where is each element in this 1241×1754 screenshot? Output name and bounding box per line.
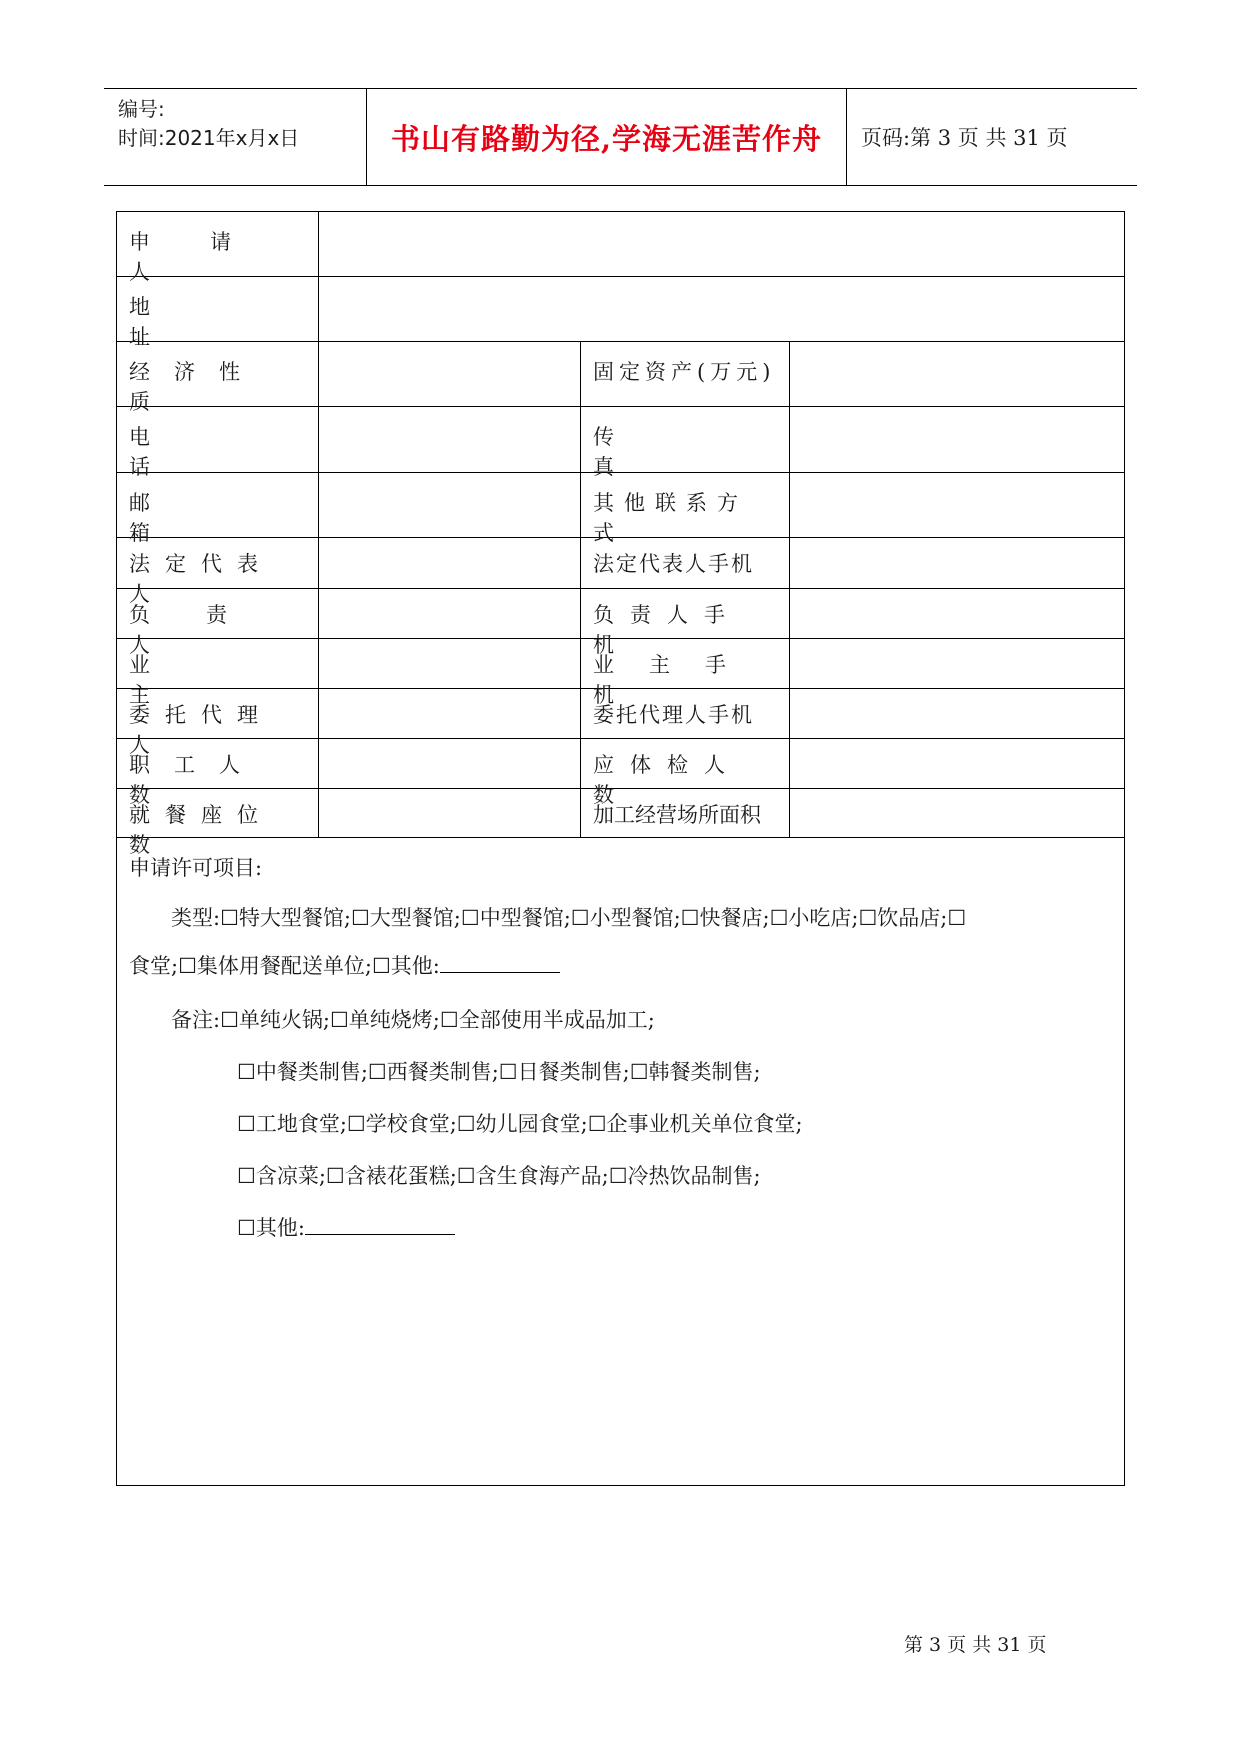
label-left	[117, 739, 318, 807]
label-text: 法定代表人	[129, 552, 273, 606]
field-right[interactable]	[790, 407, 1124, 472]
label-text: 其他联系方式	[593, 491, 748, 545]
label-left	[117, 538, 318, 606]
note-options-line5-text: ☐其他:	[237, 1216, 305, 1240]
field-right[interactable]	[790, 689, 1124, 738]
label-left	[117, 689, 318, 757]
field-left[interactable]	[319, 789, 580, 837]
row-staff	[117, 739, 1124, 807]
field-applicant[interactable]	[319, 212, 1124, 276]
label-left	[117, 589, 318, 657]
label-text: 加工经营场所面积	[593, 803, 761, 827]
label-right	[581, 342, 789, 406]
row-applicant	[117, 212, 1124, 284]
label-text: 业主手机	[593, 653, 761, 707]
doc-number-label: 编号:	[118, 97, 165, 121]
header-motto-cell	[367, 89, 847, 185]
label-address-text: 地址	[129, 295, 290, 349]
row-address	[117, 277, 1124, 349]
label-right	[581, 473, 789, 545]
note-options-line2[interactable]: ☐中餐类制售;☐西餐类制售;☐日餐类制售;☐韩餐类制售;	[237, 1060, 761, 1084]
field-left[interactable]	[319, 407, 580, 472]
header-page-info: 页码:第 3 页 共 31 页	[861, 126, 1068, 150]
label-right	[581, 739, 789, 807]
label-text: 法定代表人手机	[593, 552, 754, 576]
label-right	[581, 639, 789, 707]
field-right[interactable]	[790, 538, 1124, 588]
row-legal-rep	[117, 538, 1124, 606]
label-text: 负责人手机	[593, 603, 741, 657]
header-page-cell	[847, 89, 1137, 185]
label-text: 邮箱	[129, 491, 290, 545]
label-text: 就餐座位数	[129, 803, 273, 857]
field-right[interactable]	[790, 342, 1124, 406]
note-options-line3[interactable]: ☐工地食堂;☐学校食堂;☐幼儿园食堂;☐企事业机关单位食堂;	[237, 1112, 803, 1136]
type-options-line2[interactable]	[129, 950, 560, 980]
row-email	[117, 473, 1124, 545]
row-owner	[117, 639, 1124, 707]
field-left[interactable]	[319, 689, 580, 738]
label-right	[581, 789, 789, 837]
label-right	[581, 407, 789, 479]
label-text: 固定资产(万元)	[593, 360, 776, 384]
note-options-line4[interactable]: ☐含凉菜;☐含裱花蛋糕;☐含生食海产品;☐冷热饮品制售;	[237, 1164, 761, 1188]
other-type-blank[interactable]	[440, 954, 560, 973]
header-meta-cell	[104, 89, 367, 185]
label-address	[117, 277, 318, 349]
label-text: 委托代理人	[129, 703, 273, 757]
row-phone	[117, 407, 1124, 479]
field-left[interactable]	[319, 639, 580, 688]
label-right	[581, 589, 789, 657]
label-left	[117, 407, 318, 479]
label-left	[117, 789, 318, 857]
label-left	[117, 639, 318, 707]
label-applicant	[117, 212, 318, 284]
type-options-line2-text: 食堂;☐集体用餐配送单位;☐其他:	[129, 954, 440, 978]
field-address[interactable]	[319, 277, 1124, 341]
doc-time-label: 时间:2021年x月x日	[118, 126, 300, 150]
label-text: 业主	[129, 653, 290, 707]
note-options-line5[interactable]	[237, 1212, 455, 1242]
label-text: 传真	[593, 425, 760, 479]
label-text: 应体检人数	[593, 753, 741, 807]
motto-text: 书山有路勤为径,学海无涯苦作舟	[390, 121, 823, 156]
note-options-line1[interactable]: 备注:☐单纯火锅;☐单纯烧烤;☐全部使用半成品加工;	[171, 1008, 655, 1032]
label-text: 委托代理人手机	[593, 703, 754, 727]
label-text: 电话	[129, 425, 290, 479]
field-right[interactable]	[790, 473, 1124, 537]
field-right[interactable]	[790, 589, 1124, 638]
field-right[interactable]	[790, 739, 1124, 788]
label-applicant-text: 申请人	[129, 230, 291, 284]
field-left[interactable]	[319, 473, 580, 537]
permit-title: 申请许可项目:	[129, 856, 263, 880]
label-left	[117, 473, 318, 545]
field-right[interactable]	[790, 639, 1124, 688]
field-right[interactable]	[790, 789, 1124, 837]
row-seats	[117, 789, 1124, 857]
label-right	[581, 689, 789, 738]
page-footer: 第 3 页 共 31 页	[904, 1634, 1047, 1656]
row-agent	[117, 689, 1124, 757]
application-form	[116, 211, 1125, 1486]
label-text: 经济性质	[129, 360, 264, 414]
label-text: 职工人数	[129, 753, 264, 807]
other-note-blank[interactable]	[305, 1216, 455, 1235]
row-responsible	[117, 589, 1124, 657]
field-left[interactable]	[319, 538, 580, 588]
type-options-line1[interactable]: 类型:☐特大型餐馆;☐大型餐馆;☐中型餐馆;☐小型餐馆;☐快餐店;☐小吃店;☐饮品店;☐	[171, 906, 967, 930]
label-left	[117, 342, 318, 414]
field-left[interactable]	[319, 342, 580, 406]
field-left[interactable]	[319, 739, 580, 788]
label-text: 负责人	[129, 603, 283, 657]
row-economic	[117, 342, 1124, 414]
field-left[interactable]	[319, 589, 580, 638]
label-right	[581, 538, 789, 588]
page-header	[104, 88, 1137, 186]
